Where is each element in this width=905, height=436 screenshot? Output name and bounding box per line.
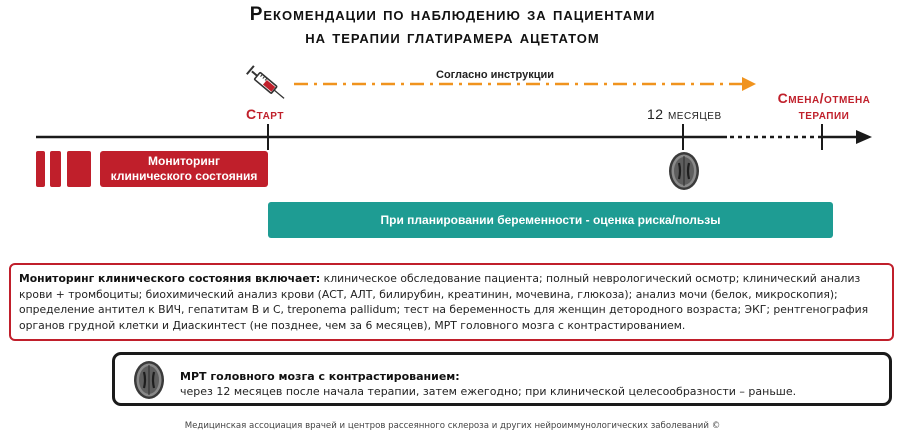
end-label-line1: Смена/отмена bbox=[777, 90, 871, 106]
mri-details-heading: МРТ головного мозга с контрастированием: bbox=[180, 370, 460, 383]
brain-mri-icon bbox=[133, 360, 165, 400]
page-title-line1: Рекомендации по наблюдению за пациентами bbox=[249, 4, 656, 25]
start-label: Старт bbox=[246, 106, 284, 122]
monitoring-details-body: клиническое обследование пациента; полный неврологический осмотр; клинический анализ крови + тромбоциты; биохимический анализ крови (АСТ, АЛТ, билирубин, креатинин, мочевина, глюкоза); анализ мочи (белок, микроскопия); определение антител к ВИЧ, гепатитам В и С, treponema pallidum; тест на беременность для женщин детородного возраста; ЭКГ; рентгенография органов грудной клетки и Диаскинтест (не позднее, чем за 6 месяцев), МРТ головного мозга с контрастированием. bbox=[19, 272, 869, 332]
month12-label: 12 месяцев bbox=[647, 106, 722, 122]
monitoring-stripe bbox=[50, 151, 61, 187]
monitoring-box bbox=[100, 151, 268, 187]
monitoring-box-line1: Мониторинг bbox=[148, 154, 220, 168]
end-label-line2: терапии bbox=[798, 106, 850, 122]
timeline-arrow-head bbox=[856, 130, 872, 144]
monitoring-details-heading: Мониторинг клинического состояния включает: bbox=[19, 272, 321, 285]
instruction-label: Согласно инструкции bbox=[436, 69, 555, 81]
syringe-icon bbox=[244, 64, 290, 108]
monitoring-details-box bbox=[9, 263, 894, 341]
pregnancy-box bbox=[268, 202, 833, 238]
monitoring-stripe bbox=[67, 151, 91, 187]
brain-mri-icon bbox=[668, 151, 700, 191]
mri-details-body: через 12 месяцев после начала терапии, затем ежегодно; при клинической целесообразности – раньше. bbox=[180, 385, 797, 398]
mri-details-text bbox=[180, 369, 796, 399]
pregnancy-box-text: При планировании беременности - оценка риска/пользы bbox=[380, 213, 721, 227]
footer-copyright: Медицинская ассоциация врачей и центров рассеянного склероза и других нейроиммунологических заболеваний © bbox=[184, 421, 721, 431]
page-title-line2: на терапии глатирамера ацетатом bbox=[305, 27, 600, 48]
instruction-arrow-head bbox=[742, 77, 756, 91]
monitoring-box-line2: клинического состояния bbox=[110, 169, 258, 183]
monitoring-stripe bbox=[36, 151, 45, 187]
